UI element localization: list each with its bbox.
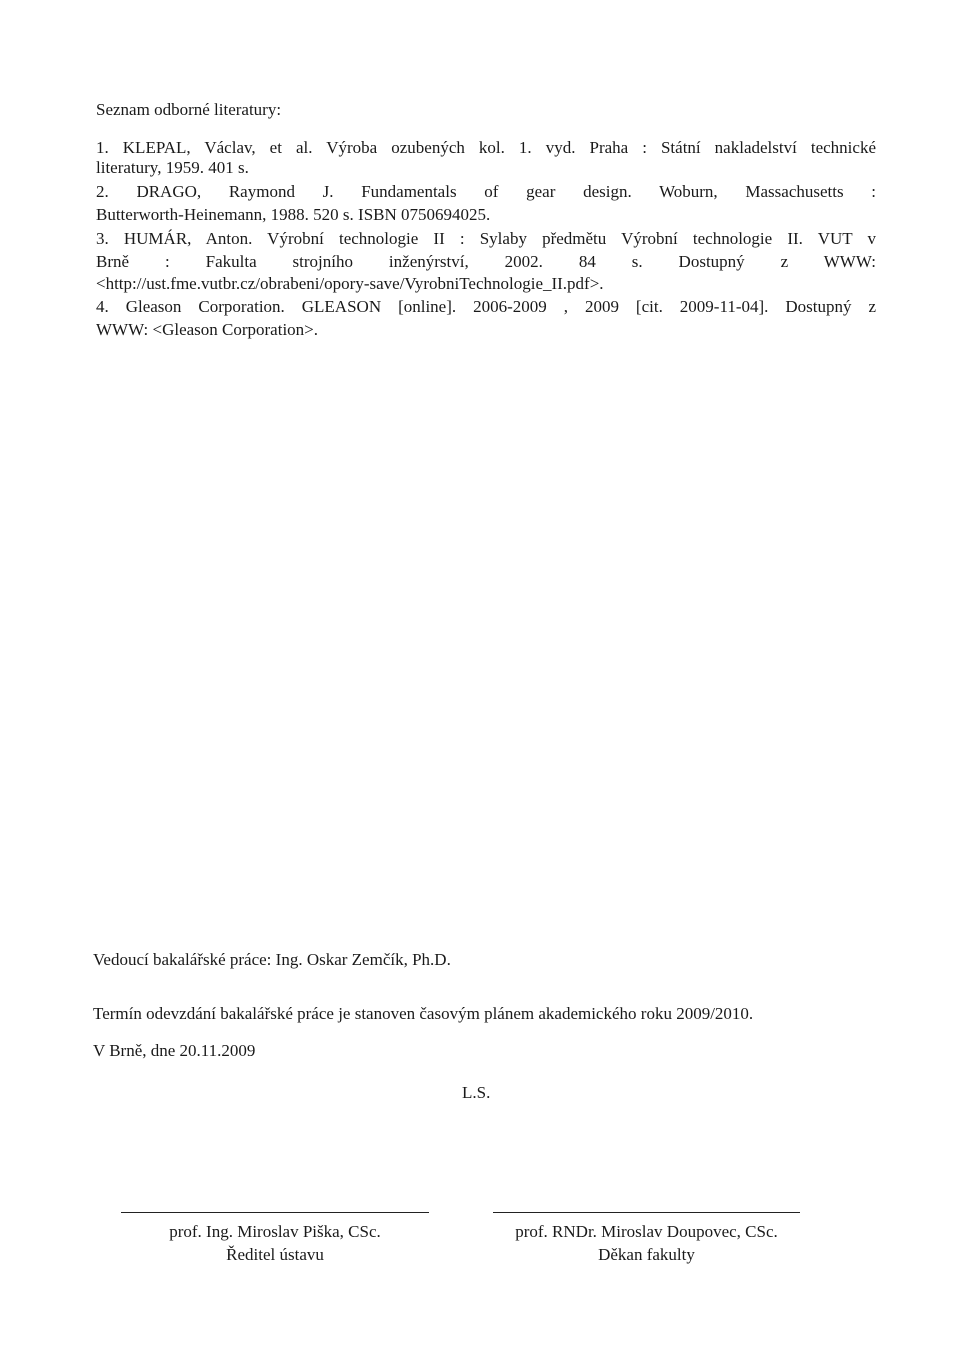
reference-4-line-1: 4. Gleason Corporation. GLEASON [online]. 2006-2009 , 2009 [cit. 2009-11-04]. Dostupný z xyxy=(96,297,876,316)
stamp-placeholder: L.S. xyxy=(462,1083,491,1102)
right-signature-line xyxy=(493,1212,800,1213)
deadline-line: Termín odevzdání bakalářské práce je stanoven časovým plánem akademického roku 2009/2010. xyxy=(93,1004,754,1023)
reference-2-line-1: 2. DRAGO, Raymond J. Fundamentals of gear design. Woburn, Massachusetts : xyxy=(96,182,876,201)
reference-4-line-2: WWW: <Gleason Corporation>. xyxy=(96,320,319,339)
reference-1-line-2: literatury, 1959. 401 s. xyxy=(96,158,249,177)
reference-3-line-1: 3. HUMÁR, Anton. Výrobní technologie II : Sylaby předmětu Výrobní technologie II. VUT v xyxy=(96,229,876,248)
left-signatory-role: Ředitel ústavu xyxy=(226,1245,324,1264)
left-signature-line xyxy=(121,1212,429,1213)
left-signatory-name: prof. Ing. Miroslav Piška, CSc. xyxy=(169,1222,381,1241)
reference-2-line-2: Butterworth-Heinemann, 1988. 520 s. ISBN 0750694025. xyxy=(96,205,491,224)
reference-3-line-2: Brně : Fakulta strojního inženýrství, 2002. 84 s. Dostupný z WWW: xyxy=(96,252,876,271)
supervisor-line: Vedoucí bakalářské práce: Ing. Oskar Zemčík, Ph.D. xyxy=(93,950,451,969)
literature-heading: Seznam odborné literatury: xyxy=(96,100,282,119)
right-signatory-name: prof. RNDr. Miroslav Doupovec, CSc. xyxy=(515,1222,778,1241)
place-date-line: V Brně, dne 20.11.2009 xyxy=(93,1041,256,1060)
right-signatory-role: Děkan fakulty xyxy=(598,1245,695,1264)
reference-3-line-3: <http://ust.fme.vutbr.cz/obrabeni/opory-save/VyrobniTechnologie_II.pdf>. xyxy=(96,274,604,293)
reference-1-line-1: 1. KLEPAL, Václav, et al. Výroba ozubených kol. 1. vyd. Praha : Státní nakladelství technické xyxy=(96,138,876,157)
